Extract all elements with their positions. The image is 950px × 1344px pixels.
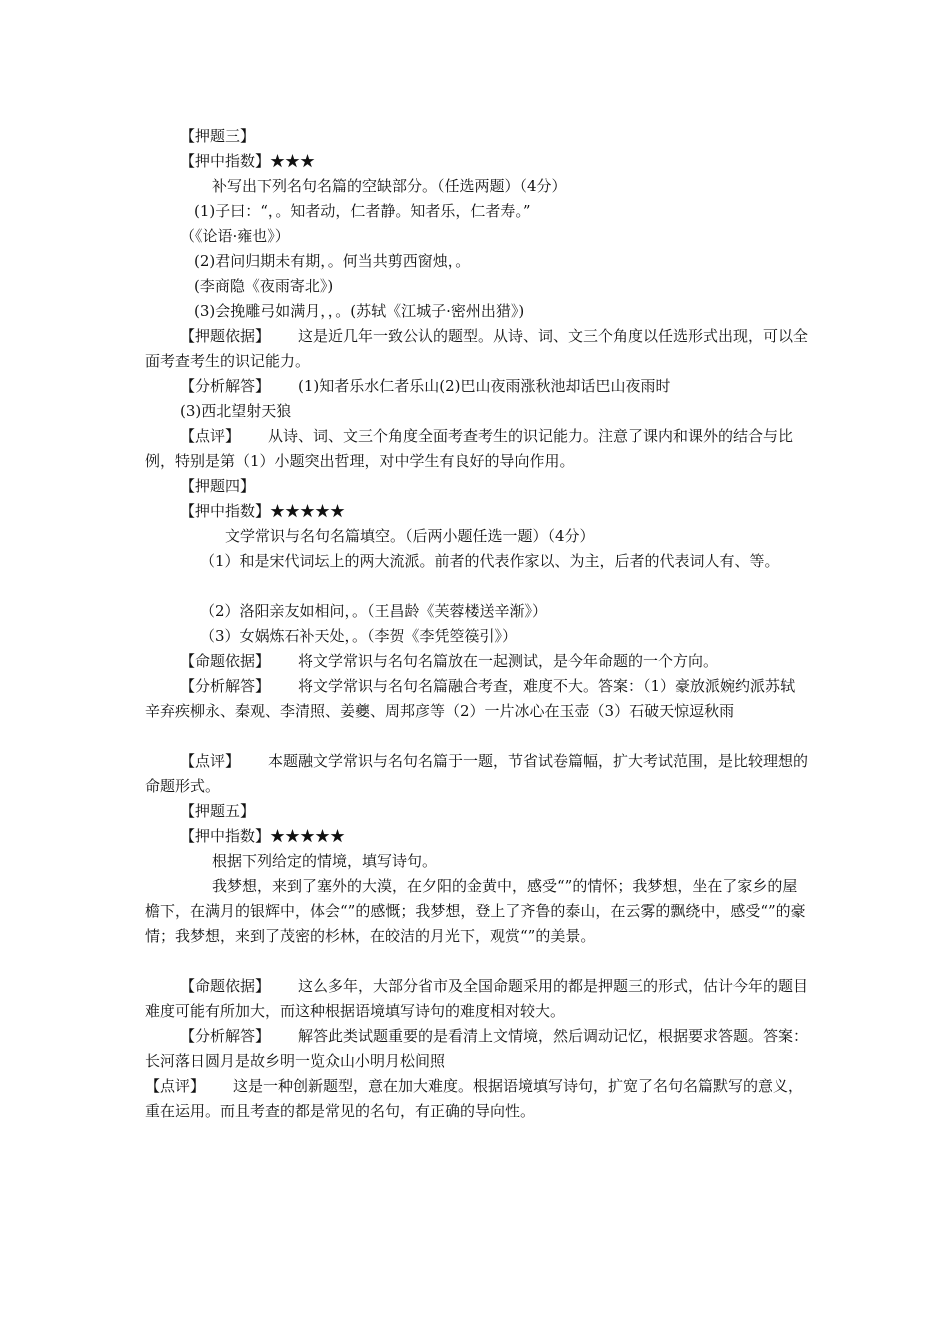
- star-rating: ★★★★★: [270, 827, 346, 845]
- section3-index: [180, 151, 315, 171]
- section4-q2: （2）洛阳亲友如相问，。（王昌龄《芙蓉楼送辛渐》）: [200, 602, 548, 620]
- section4-comment: [145, 749, 810, 799]
- answer-text: 将文学常识与名句名篇融合考查，难度不大。答案：（1）豪放派婉约派苏轼辛弃疾柳永、秦观、李清照、姜夔、周邦彦等（2）一片冰心在玉壶（3）石破天惊逗秋雨: [145, 677, 796, 720]
- answer-text: 解答此类试题重要的是看清上文情境，然后调动记忆，根据要求答题。答案：长河落日圆月是故乡明一览众山小明月松间照: [145, 1027, 809, 1070]
- index-label: 【押中指数】: [180, 502, 271, 520]
- section3-comment: [145, 424, 810, 474]
- basis-label: 【命题依据】: [180, 652, 271, 670]
- answer-text: (1)知者乐水仁者乐山(2)巴山夜雨涨秋池却话巴山夜雨时: [298, 377, 671, 395]
- basis-label: 【押题依据】: [180, 327, 271, 345]
- index-label: 【押中指数】: [180, 152, 271, 170]
- section3-q1-source: （《论语·雍也》）: [180, 227, 290, 245]
- section3-q2-source: (李商隐《夜雨寄北》): [194, 277, 334, 295]
- basis-text: 这么多年，大部分省市及全国命题采用的都是押题三的形式，估计今年的题目难度可能有所加大，而这种根据语境填写诗句的难度相对较大。: [145, 977, 809, 1020]
- answer-label: 【分析解答】: [180, 677, 271, 695]
- star-rating: ★★★: [270, 152, 316, 170]
- section5-basis: [145, 974, 810, 1024]
- section4-q3: （3）女娲炼石补天处，。（李贺《李凭箜篌引》）: [200, 627, 518, 645]
- comment-text: 从诗、词、文三个角度全面考查考生的识记能力。注意了课内和课外的结合与比例，特别是第（1）小题突出哲理，对中学生有良好的导向作用。: [145, 427, 794, 470]
- comment-text: 这是一种创新题型，意在加大难度。根据语境填写诗句，扩宽了名句名篇默写的意义，重在运用。而且考查的都是常见的名句，有正确的导向性。: [145, 1077, 804, 1120]
- answer-label: 【分析解答】: [180, 377, 271, 395]
- section3-basis: [145, 324, 810, 374]
- basis-label: 【命题依据】: [180, 977, 271, 995]
- section3-q2: (2)君问归期未有期，。何当共剪西窗烛，。: [194, 252, 471, 270]
- section3-answer-cont: (3)西北望射天狼: [180, 402, 292, 420]
- section5-comment: [145, 1074, 810, 1124]
- comment-label: 【点评】: [145, 1077, 206, 1095]
- section4-q1: （1）和是宋代词坛上的两大流派。前者的代表作家以、为主，后者的代表词人有、等。: [200, 552, 780, 570]
- index-label: 【押中指数】: [180, 827, 271, 845]
- section5-answer: [145, 1024, 810, 1074]
- section5-index: [180, 826, 345, 846]
- section5-scenario: 我梦想，来到了塞外的大漠，在夕阳的金黄中，感受“”的情怀；我梦想，坐在了家乡的屋檐下，在满月的银辉中，体会“”的感慨；我梦想，登上了齐鲁的泰山，在云雾的飘绕中，感受“”的豪情；我梦想，来到了茂密的杉林，在皎洁的月光下，观赏“”的美景。: [145, 877, 806, 945]
- section4-title: 【押题四】: [180, 477, 256, 495]
- section4-index: [180, 501, 345, 521]
- section4-basis: [180, 651, 718, 671]
- section4-prompt: 文学常识与名句名篇填空。（后两小题任选一题）（4分）: [225, 527, 595, 545]
- comment-label: 【点评】: [180, 752, 241, 770]
- comment-label: 【点评】: [180, 427, 241, 445]
- section3-title: 【押题三】: [180, 127, 256, 145]
- star-rating: ★★★★★: [270, 502, 346, 520]
- section3-q3: (3)会挽雕弓如满月，，。(苏轼《江城子·密州出猎》): [194, 302, 525, 320]
- section3-q1: (1)子曰：“，。知者动，仁者静。知者乐，仁者寿。”: [194, 202, 531, 220]
- basis-text: 将文学常识与名句名篇放在一起测试，是今年命题的一个方向。: [298, 652, 719, 670]
- basis-text: 这是近几年一致公认的题型。从诗、词、文三个角度以任选形式出现，可以全面考查考生的识记能力。: [145, 327, 809, 370]
- section3-answer: [180, 376, 671, 396]
- section5-prompt: 根据下列给定的情境，填写诗句。: [212, 852, 438, 870]
- section5-title: 【押题五】: [180, 802, 256, 820]
- section4-answer: [145, 674, 810, 724]
- comment-text: 本题融文学常识与名句名篇于一题，节省试卷篇幅，扩大考试范围，是比较理想的命题形式。: [145, 752, 809, 795]
- answer-label: 【分析解答】: [180, 1027, 271, 1045]
- section3-prompt: 补写出下列名句名篇的空缺部分。（任选两题）（4分）: [212, 177, 567, 195]
